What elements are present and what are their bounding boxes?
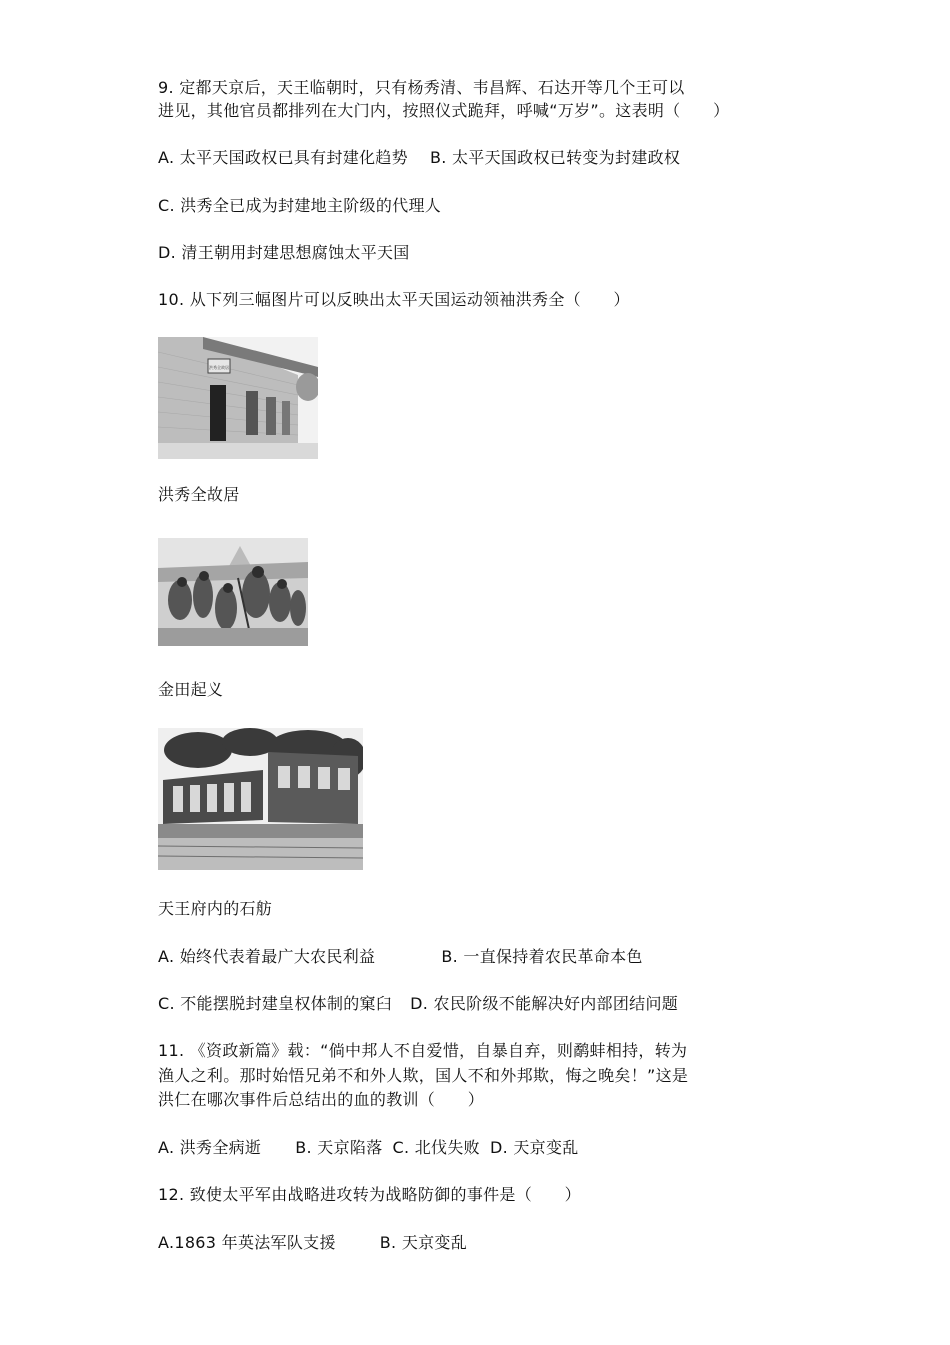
q10-options-row1 bbox=[158, 947, 643, 967]
residence-sign-text: 洪秀全故居 bbox=[209, 365, 229, 370]
jintian-uprising-painting bbox=[158, 538, 308, 646]
q11-option-b[interactable]: B. 天京陷落 bbox=[295, 1138, 383, 1157]
q11-stem-line2: 渔人之利。那时始悟兄弟不和外人欺，国人不和外邦欺，悔之晚矣！”这是 bbox=[158, 1066, 689, 1085]
q11-option-c[interactable]: C. 北伐失败 bbox=[392, 1138, 480, 1157]
stone-boat-photo bbox=[158, 728, 363, 870]
q11-option-a[interactable]: A. 洪秀全病逝 bbox=[158, 1138, 262, 1157]
q11-options-row bbox=[158, 1138, 579, 1158]
q9-stem-line1: 9. 定都天京后，天王临朝时，只有杨秀清、韦昌辉、石达开等几个王可以 bbox=[158, 78, 685, 97]
photo2-caption: 金田起义 bbox=[158, 680, 224, 699]
q11-option-d[interactable]: D. 天京变乱 bbox=[489, 1138, 579, 1157]
q9-options-row1 bbox=[158, 148, 680, 168]
q9-option-d[interactable]: D. 清王朝用封建思想腐蚀太平天国 bbox=[158, 243, 410, 262]
q9-option-c[interactable]: C. 洪秀全已成为封建地主阶级的代理人 bbox=[158, 196, 442, 215]
q12-options-row bbox=[158, 1233, 467, 1253]
q10-option-d[interactable]: D. 农民阶级不能解决好内部团结问题 bbox=[410, 994, 679, 1013]
q11-stem-line3: 洪仁在哪次事件后总结出的血的教训（ ） bbox=[158, 1090, 485, 1109]
photo3-caption: 天王府内的石舫 bbox=[158, 899, 273, 918]
q12-option-b[interactable]: B. 天京变乱 bbox=[379, 1233, 468, 1252]
q10-option-b[interactable]: B. 一直保持着农民革命本色 bbox=[441, 947, 643, 966]
q9-option-a[interactable]: A. 太平天国政权已具有封建化趋势 bbox=[158, 148, 408, 167]
q10-options-row2 bbox=[158, 994, 678, 1014]
q10-stem: 10. 从下列三幅图片可以反映出太平天国运动领袖洪秀全（ ） bbox=[158, 290, 630, 309]
q10-option-c[interactable]: C. 不能摆脱封建皇权体制的窠臼 bbox=[158, 994, 393, 1013]
q10-option-a[interactable]: A. 始终代表着最广大农民利益 bbox=[158, 947, 376, 966]
q9-stem-line2: 进见，其他官员都排列在大门内，按照仪式跪拜，呼喊“万岁”。这表明（ ） bbox=[158, 101, 730, 120]
photo1-caption: 洪秀全故居 bbox=[158, 485, 240, 504]
q12-stem: 12. 致使太平军由战略进攻转为战略防御的事件是（ ） bbox=[158, 1185, 581, 1204]
q12-option-a[interactable]: A.1863 年英法军队支援 bbox=[158, 1233, 336, 1252]
former-residence-photo bbox=[158, 337, 318, 459]
q11-stem-line1: 11. 《资政新篇》载：“倘中邦人不自爱惜，自暴自弃，则鹬蚌相持，转为 bbox=[158, 1041, 688, 1060]
q9-option-b[interactable]: B. 太平天国政权已转变为封建政权 bbox=[429, 148, 681, 167]
